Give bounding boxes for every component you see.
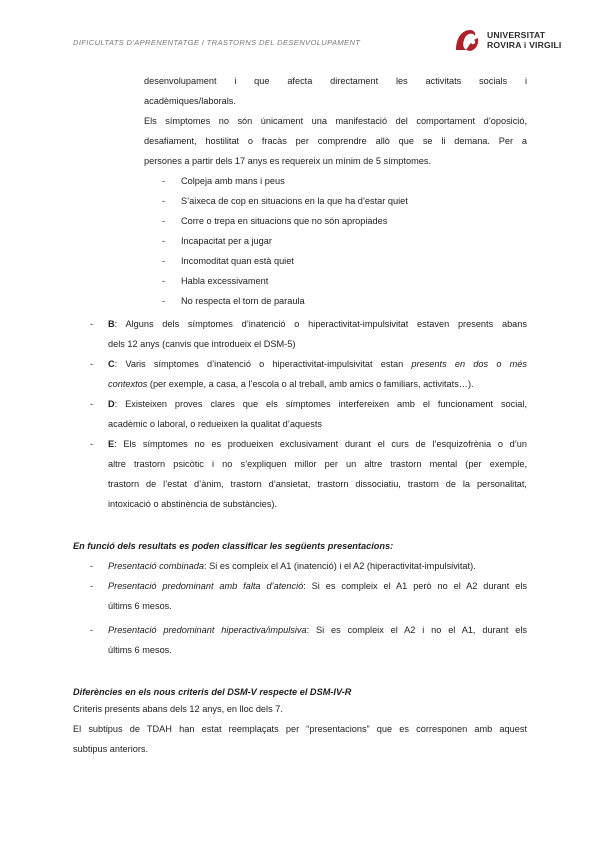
list-dash: - [162,216,166,226]
criterion-emphasis: presents en dos o més [411,359,527,369]
criterion-text: : Alguns dels símptomes d’inatenció o hiperactivitat-impulsivitat estaven presents abans [114,319,527,329]
symptom-text: Habla excessivament [181,276,269,286]
differences-heading: Diferències en els nous criteris del DSM-V respecte el DSM-IV-R [73,687,352,697]
criterion-c-line-2 [108,378,474,390]
criterion-text: : Els símptomes no es produeixen exclusivament durant el curs de l’esquizofrènia o d’un [114,439,527,449]
presentation-inattentive-line-2: últims 6 mesos. [108,601,172,611]
criterion-b-line-2: dels 12 anys (canvis que introdueix el DSM-5) [108,339,296,349]
symptom-text: Colpeja amb mans i peus [181,176,285,186]
criterion-e-line-2: altre trastorn psicòtic i no s’expliquen millor per un altre trastorn mental (per exemple, [108,459,527,469]
list-dash: - [162,256,166,266]
logo-line-2: ROVIRA i VIRGILI [487,40,562,50]
list-dash: - [90,399,94,409]
presentation-combined [108,560,476,572]
differences-line-2: El subtipus de TDAH han estat reemplaçats per “presentacions” que es corresponen amb aquest [73,724,527,734]
list-dash: - [162,196,166,206]
criterion-emphasis: contextos [108,379,148,389]
continuation-line-2: acadèmiques/laborals. [144,96,236,106]
criterion-letter: B [108,319,115,329]
symptom-text: Incapacitat per a jugar [181,236,272,246]
criterion-letter: E [108,439,115,449]
criterion-letter: C [108,359,115,369]
paragraph-line-2: desafiament, hostilitat o fracàs per comprendre allò que se li demana. Per a [144,136,527,146]
criterion-d-line-1 [108,398,527,410]
logo-wordmark [487,30,562,50]
paragraph-line-1: Els símptomes no són únicament una manifestació del comportament d’oposició, [144,116,527,126]
list-dash: - [90,581,94,591]
paragraph-line-3: persones a partir dels 17 anys es requereix un mínim de 5 símptomes. [144,156,431,166]
presentation-hyperactive [108,624,527,636]
logo-line-1: UNIVERSITAT [487,30,546,40]
presentation-name: Presentació combinada [108,561,205,571]
continuation-line-1: desenvolupament i que afecta directament les activitats socials i [144,76,527,86]
criterion-c-line-1 [108,358,527,370]
symptom-text: S’aixeca de cop en situacions en la que ha d’estar quiet [181,196,408,206]
list-dash: - [90,319,94,329]
criterion-e-line-3: trastorn de l’estat d’ànim, trastorn d’ansietat, trastorn dissociatiu, trastorn de la personalitat, [108,479,527,489]
list-dash: - [162,276,166,286]
presentation-text: : Si es compleix el A2 i no el A1, durant els [306,625,527,635]
criterion-e-line-1 [108,438,527,450]
list-dash: - [162,236,166,246]
criterion-e-line-4: intoxicació o abstinència de substàncies). [108,499,278,509]
presentation-text: : Si es compleix el A1 però no el A2 durant els [303,581,527,591]
list-dash: - [90,625,94,635]
urv-logo-icon [452,24,482,54]
presentations-heading: En funció dels resultats es poden classificar les següents presentacions: [73,541,394,551]
presentation-text: : Si es compleix el A1 (inatenció) i el A2 (hiperactivitat-impulsivitat). [204,561,476,571]
list-dash: - [162,176,166,186]
presentation-name: Presentació predominant hiperactiva/impulsiva [108,625,307,635]
criterion-b-line-1 [108,318,527,330]
presentation-inattentive [108,580,527,592]
presentation-hyperactive-line-2: últims 6 mesos. [108,645,172,655]
university-logo [452,24,562,56]
running-header: DIFICULTATS D'APRENENTATGE I TRASTORNS DEL DESENVOLUPAMENT [73,38,361,47]
criterion-d-line-2: acadèmic o laboral, o redueixen la qualitat d’aquests [108,419,322,429]
criterion-text: (per exemple, a casa, a l’escola o al treball, amb amics o familiars, activitats…). [147,379,474,389]
symptom-text: Corre o trepa en situacions que no són apropiades [181,216,388,226]
criterion-text: : Existeixen proves clares que els símptomes interfereixen amb el funcionament social, [114,399,527,409]
symptom-text: No respecta el torn de paraula [181,296,305,306]
list-dash: - [162,296,166,306]
criterion-letter: D [108,399,115,409]
list-dash: - [90,439,94,449]
differences-line-3: subtipus anteriors. [73,744,149,754]
symptom-text: Incomoditat quan està quiet [181,256,294,266]
list-dash: - [90,359,94,369]
list-dash: - [90,561,94,571]
presentation-name: Presentació predominant amb falta d’atenció [108,581,304,591]
differences-line-1: Criteris presents abans dels 12 anys, en lloc dels 7. [73,704,283,714]
criterion-text: : Varis símptomes d’inatenció o hiperactivitat-impulsivitat estan [114,359,412,369]
